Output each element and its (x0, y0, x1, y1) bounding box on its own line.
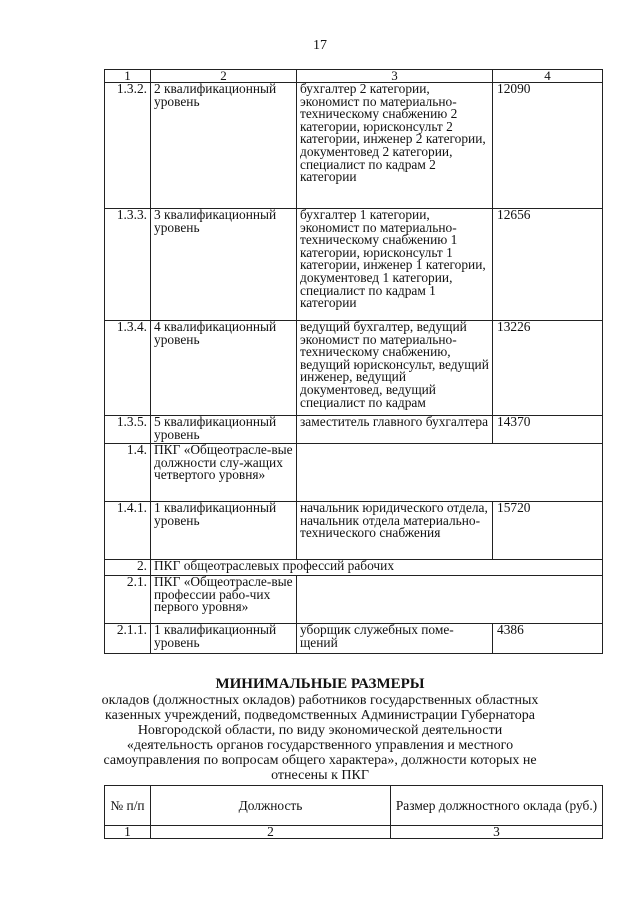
table-row (105, 83, 603, 209)
column-index: 3 (391, 826, 603, 839)
column-header: № п/п (105, 786, 151, 826)
column-header: 1 (105, 70, 151, 83)
column-header: 2 (151, 70, 297, 83)
salary: 15720 (493, 502, 603, 560)
positions (297, 444, 603, 502)
qualification-group: 5 квалификационный уровень (151, 416, 297, 444)
salary: 4386 (493, 624, 603, 654)
positions: бухгалтер 2 категории, экономист по материально-техническому снабжению 2 категории, юрисконсульт 2 категории, инженер 2 категории, документовед 2 категории, специалист по кадрам 2 категории (297, 83, 493, 209)
non-pkg-salary-table (104, 785, 603, 839)
column-header: 3 (297, 70, 493, 83)
salary: 13226 (493, 321, 603, 416)
row-number: 2.1. (105, 576, 151, 624)
table-row (105, 502, 603, 560)
positions (297, 576, 603, 624)
table-row (105, 416, 603, 444)
column-header: 4 (493, 70, 603, 83)
column-header: Должность (151, 786, 391, 826)
row-number: 1.4.1. (105, 502, 151, 560)
qualification-group: ПКГ «Общеотрасле-вые должности слу-жащих четвертого уровня» (151, 444, 297, 502)
table-row (105, 576, 603, 624)
row-number: 1.4. (105, 444, 151, 502)
table-row (105, 624, 603, 654)
qualification-group: 2 квалификационный уровень (151, 83, 297, 209)
qualification-group: 3 квалификационный уровень (151, 209, 297, 321)
positions: ведущий бухгалтер, ведущий экономист по материально-техническому снабжению, ведущий юрисконсульт, ведущий инженер, ведущий документовед, ведущий специалист по кадрам (297, 321, 493, 416)
salary: 14370 (493, 416, 603, 444)
row-number: 2.1.1. (105, 624, 151, 654)
table-row (105, 209, 603, 321)
qualification-group: ПКГ «Общеотрасле-вые профессии рабо-чих первого уровня» (151, 576, 297, 624)
table-index-row (105, 826, 603, 839)
positions: бухгалтер 1 категории, экономист по материально-техническому снабжению 1 категории, юрисконсульт 1 категории, инженер 1 категории, документовед 1 категории, специалист по кадрам 1 категории (297, 209, 493, 321)
salary: 12656 (493, 209, 603, 321)
row-number: 2. (105, 560, 151, 576)
row-number: 1.3.4. (105, 321, 151, 416)
column-index: 1 (105, 826, 151, 839)
page-number: 17 (313, 38, 327, 53)
row-number: 1.3.5. (105, 416, 151, 444)
qualification-group: 4 квалификационный уровень (151, 321, 297, 416)
section-title: МИНИМАЛЬНЫЕ РАЗМЕРЫ (215, 676, 425, 692)
positions: заместитель главного бухгалтера (297, 416, 493, 444)
table-row (105, 321, 603, 416)
positions: уборщик служебных поме-щений (297, 624, 493, 654)
section-subtitle: окладов (должностных окладов) работников государственных областных казенных учреждений, подведомственных Администрации Губернатора Новгородской области, по виду экономической деятельности «деятельность органов государственного управления и местного самоуправления по вопросам общего характера», должности которых не отнесены к ПКГ (101, 693, 539, 783)
row-number: 1.3.2. (105, 83, 151, 209)
salary: 12090 (493, 83, 603, 209)
column-header: Размер должностного оклада (руб.) (391, 786, 603, 826)
qualification-group: 1 квалификационный уровень (151, 502, 297, 560)
table-header-row (105, 786, 603, 826)
column-index: 2 (151, 826, 391, 839)
positions: начальник юридического отдела, начальник отдела материально-технического снабжения (297, 502, 493, 560)
qualification-group: 1 квалификационный уровень (151, 624, 297, 654)
row-number: 1.3.3. (105, 209, 151, 321)
salary-table (104, 69, 603, 654)
table-row (105, 444, 603, 502)
qualification-group: ПКГ общеотраслевых профессий рабочих (151, 560, 603, 576)
